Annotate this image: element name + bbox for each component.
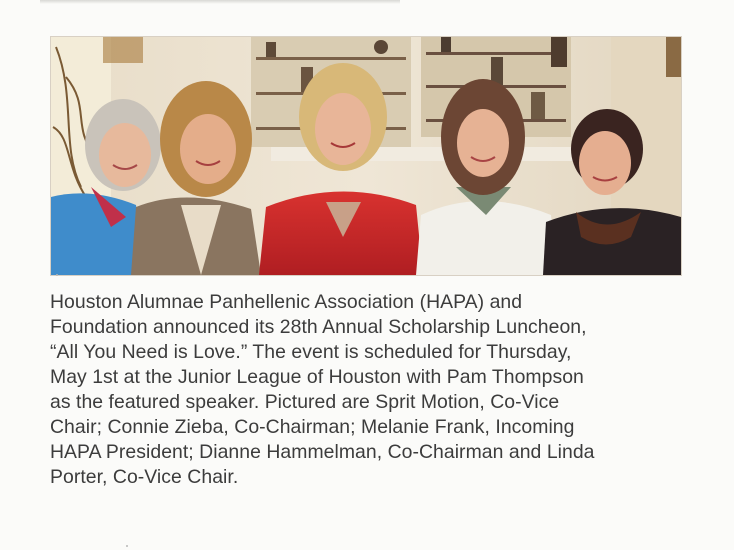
scan-speck (126, 545, 128, 547)
scanned-edge-shadow (40, 0, 400, 4)
caption-line: “All You Need is Love.” The event is scheduled for Thursday, (50, 341, 572, 363)
photo-caption (50, 290, 726, 490)
group-photo (50, 36, 682, 276)
caption-line: Houston Alumnae Panhellenic Association (HAPA) and (50, 291, 523, 313)
group-photo-illustration (51, 37, 681, 275)
caption-line: Porter, Co-Vice Chair. (50, 466, 239, 488)
caption-line: Chair; Connie Zieba, Co-Chairman; Melanie Frank, Incoming (50, 416, 575, 438)
caption-line: May 1st at the Junior League of Houston with Pam Thompson (50, 366, 584, 388)
scan-speck (56, 274, 58, 276)
caption-line: as the featured speaker. Pictured are Sprit Motion, Co-Vice (50, 391, 560, 413)
caption-line: HAPA President; Dianne Hammelman, Co-Chairman and Linda (50, 441, 595, 463)
caption-line: Foundation announced its 28th Annual Scholarship Luncheon, (50, 316, 587, 338)
